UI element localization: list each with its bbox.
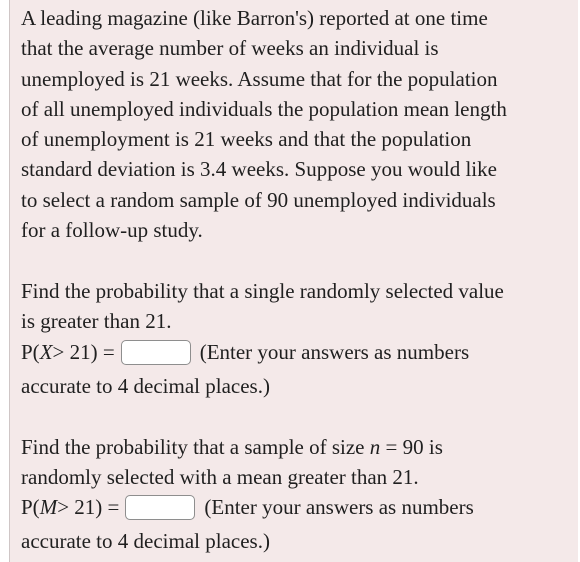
q1-instruction-cont: accurate to 4 decimal places.) <box>21 373 270 398</box>
q2-instruction: (Enter your answers as numbers <box>204 495 474 520</box>
intro-line: to select a random sample of 90 unemployed individuals <box>21 187 496 212</box>
q1-prob-prefix: P( <box>21 340 40 365</box>
problem-statement <box>21 3 577 245</box>
question-2 <box>21 432 577 556</box>
q1-instruction: (Enter your answers as numbers <box>199 340 470 365</box>
intro-line: that the average number of weeks an individual is <box>21 36 439 61</box>
q2-n-symbol: n <box>369 435 381 459</box>
q2-instruction-cont: accurate to 4 decimal places.) <box>21 528 270 553</box>
q1-prob-rest: > 21) = <box>52 340 115 365</box>
q1-prompt-line: is greater than 21. <box>21 309 172 334</box>
q2-prompt-line <box>21 432 577 462</box>
q2-variable: M <box>39 495 58 520</box>
intro-line: of all unemployed individuals the population mean length <box>21 96 507 121</box>
intro-line: unemployed is 21 weeks. Assume that for the population <box>21 66 498 91</box>
intro-line: standard deviation is 3.4 weeks. Suppose you would like <box>21 157 497 182</box>
q1-equation <box>21 335 577 371</box>
q2-prob-rest: > 21) = <box>57 495 120 520</box>
q2-line1-prefix: Find the probability that a sample of size <box>21 435 370 459</box>
q1-variable: X <box>39 340 53 365</box>
q2-line1-suffix: = 90 is <box>380 435 443 459</box>
q1-prompt-line: Find the probability that a single randomly selected value <box>21 279 504 303</box>
q2-prompt-line: randomly selected with a mean greater than 21. <box>21 465 419 490</box>
q1-answer-input[interactable] <box>121 340 191 365</box>
q2-prob-prefix: P( <box>21 495 40 520</box>
q2-equation <box>21 490 577 526</box>
intro-line: A leading magazine (like Barron's) reported at one time <box>21 6 488 30</box>
intro-line: for a follow-up study. <box>21 218 203 243</box>
q2-answer-input[interactable] <box>125 495 195 520</box>
question-1 <box>21 276 577 401</box>
intro-line: of unemployment is 21 weeks and that the population <box>21 127 472 152</box>
